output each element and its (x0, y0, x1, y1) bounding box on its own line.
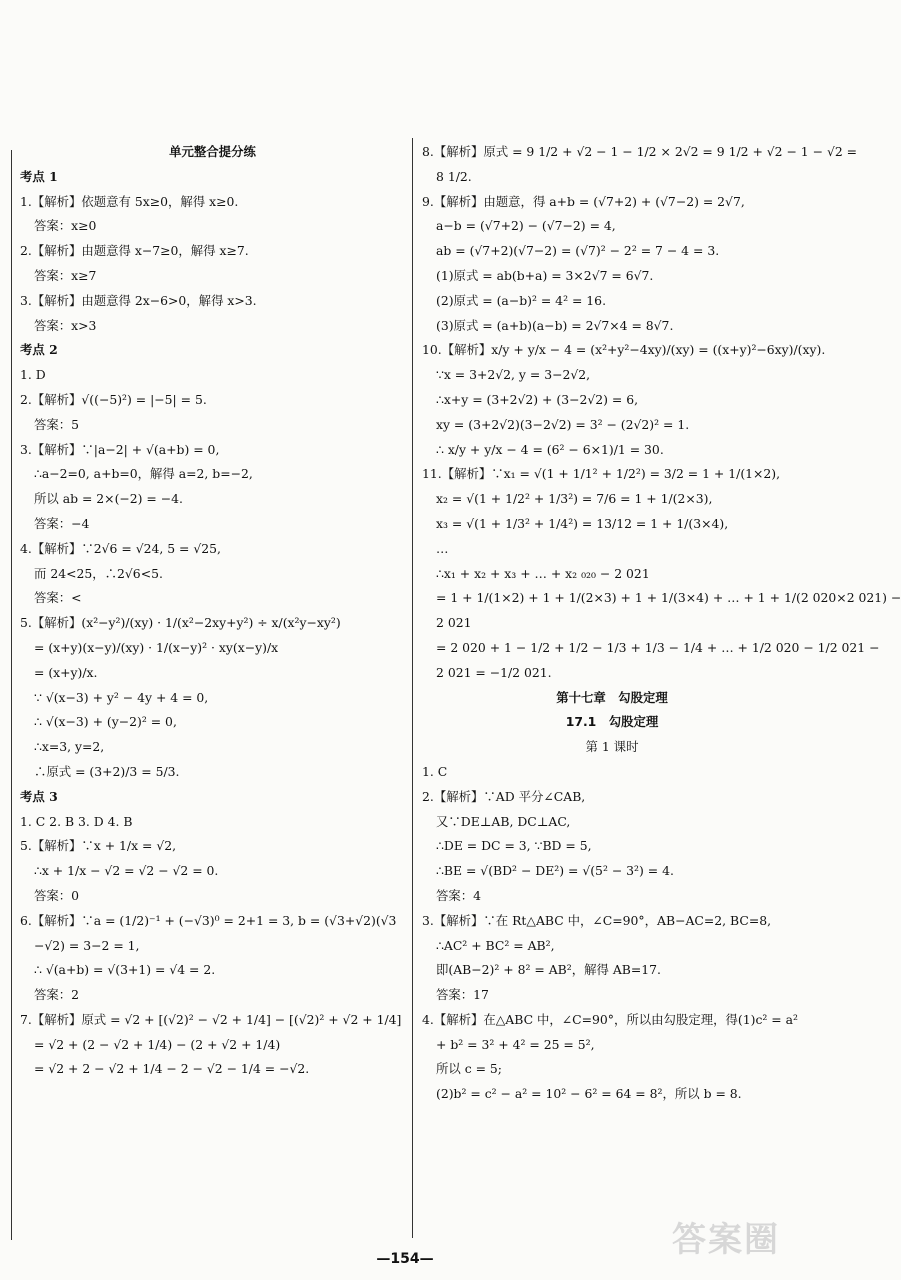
text-line: ∵x = 3+2√2, y = 3−2√2, (436, 367, 591, 383)
section-heading: 17.1 勾股定理 (565, 714, 659, 730)
text-line: = (x+y)/x. (34, 664, 98, 680)
text-line: 3.【解析】由题意得 2x−6>0，解得 x>3. (20, 292, 257, 308)
text-line: 5.【解析】(x²−y²)/(xy) · 1/(x²−2xy+y²) ÷ x/(x²y−xy²) (20, 615, 341, 631)
watermark-logo: 答案圈 (672, 1220, 780, 1260)
page-number: —154— (376, 1251, 434, 1267)
text-line: 3.【解析】∵在 Rt△ABC 中，∠C=90°，AB−AC=2, BC=8, (422, 912, 772, 928)
text-line: 而 24<25，∴2√6<5. (34, 565, 163, 581)
text-line: 2 021 (436, 615, 472, 631)
text-line: ab = (√7+2)(√7−2) = (√7)² − 2² = 7 − 4 = 3. (436, 243, 720, 259)
column-divider (412, 138, 413, 1238)
text-line: 答案：5 (34, 416, 80, 432)
text-line: (2)b² = c² − a² = 10² − 6² = 64 = 8²，所以 b = 8. (436, 1086, 742, 1102)
text-line: (3)原式 = (a+b)(a−b) = 2√7×4 = 8√7. (436, 317, 674, 333)
text-line: 8 1/2. (436, 168, 472, 184)
text-line: 8.【解析】原式 = 9 1/2 + √2 − 1 − 1/2 × 2√2 = 9 1/2 + √2 − 1 − √2 = (422, 144, 858, 159)
text-line: 2.【解析】√((−5)²) = |−5| = 5. (20, 391, 207, 407)
text-line: 所以 c = 5; (436, 1061, 502, 1077)
text-line: 1. C (422, 763, 448, 779)
text-line: 考点 2 (20, 342, 58, 358)
text-line: ∴x=3, y=2, (34, 739, 105, 755)
text-line: (1)原式 = ab(b+a) = 3×2√7 = 6√7. (436, 267, 654, 283)
text-line: 4.【解析】在△ABC 中，∠C=90°，所以由勾股定理，得(1)c² = a² (422, 1011, 798, 1027)
text-line: ∴x+y = (3+2√2) + (3−2√2) = 6, (436, 391, 639, 407)
text-line: 6.【解析】∵a = (1/2)⁻¹ + (−√3)⁰ = 2+1 = 3, b = (√3+√2)(√3 (20, 912, 397, 928)
text-line: ∴ x/y + y/x − 4 = (6² − 6×1)/1 = 30. (436, 441, 664, 457)
text-line: 4.【解析】∵2√6 = √24, 5 = √25, (20, 540, 221, 556)
text-line: 7.【解析】原式 = √2 + [(√2)² − √2 + 1/4] − [(√2)² + √2 + 1/4] (20, 1011, 402, 1027)
text-line: 答案：x≥0 (34, 218, 97, 234)
text-line: 2.【解析】由题意得 x−7≥0，解得 x≥7. (20, 243, 249, 259)
text-line: 即(AB−2)² + 8² = AB²，解得 AB=17. (436, 962, 661, 978)
text-line: 答案：−4 (34, 515, 90, 531)
text-line: + b² = 3² + 4² = 25 = 5², (436, 1036, 595, 1052)
text-line: ∴x₁ + x₂ + x₃ + … + x₂ ₀₂₀ − 2 021 (436, 565, 650, 581)
text-line: x₃ = √(1 + 1/3² + 1/4²) = 13/12 = 1 + 1/(3×4), (436, 515, 729, 531)
text-line: 3.【解析】∵|a−2| + √(a+b) = 0, (20, 441, 220, 457)
section-heading: 第十七章 勾股定理 (556, 689, 668, 705)
text-line: … (436, 540, 449, 556)
text-line: 1. D (20, 367, 46, 383)
text-line: −√2) = 3−2 = 1, (34, 937, 140, 953)
left-column (20, 140, 405, 1210)
text-line: 考点 1 (20, 168, 58, 184)
left-margin-rule (11, 150, 12, 1240)
text-line: 答案：x≥7 (34, 267, 97, 283)
text-line: ∴a−2=0, a+b=0，解得 a=2, b=−2, (34, 466, 253, 482)
text-line: 答案：0 (34, 887, 80, 903)
text-line: 答案：4 (436, 887, 482, 903)
text-line: 11.【解析】∵x₁ = √(1 + 1/1² + 1/2²) = 3/2 = 1 + 1/(1×2), (422, 466, 781, 482)
text-line: x₂ = √(1 + 1/2² + 1/3²) = 7/6 = 1 + 1/(2×3), (436, 491, 713, 507)
text-line: (2)原式 = (a−b)² = 4² = 16. (436, 292, 607, 308)
text-line: 9.【解析】由题意，得 a+b = (√7+2) + (√7−2) = 2√7, (422, 193, 745, 209)
text-line: xy = (3+2√2)(3−2√2) = 3² − (2√2)² = 1. (436, 416, 690, 432)
text-line: 考点 3 (20, 788, 58, 804)
text-line: ∴ √(a+b) = √(3+1) = √4 = 2. (34, 962, 216, 978)
text-line: = √2 + (2 − √2 + 1/4) − (2 + √2 + 1/4) (34, 1036, 281, 1052)
text-line: = 2 020 + 1 − 1/2 + 1/2 − 1/3 + 1/3 − 1/4 + … + 1/2 020 − 1/2 021 − (436, 639, 880, 655)
text-line: 1.【解析】依题意有 5x≥0，解得 x≥0. (20, 193, 239, 209)
right-column (422, 140, 901, 1210)
text-line: 答案：< (34, 590, 82, 606)
text-line: 1. C 2. B 3. D 4. B (20, 813, 133, 829)
text-line: ∵ √(x−3) + y² − 4y + 4 = 0, (34, 689, 209, 705)
text-line: = 1 + 1/(1×2) + 1 + 1/(2×3) + 1 + 1/(3×4) + … + 1 + 1/(2 020×2 021) − (436, 590, 901, 606)
text-line: 答案：17 (436, 987, 489, 1003)
text-line: a−b = (√7+2) − (√7−2) = 4, (436, 218, 616, 234)
text-line: ∴x + 1/x − √2 = √2 − √2 = 0. (34, 863, 219, 879)
text-line: 所以 ab = 2×(−2) = −4. (34, 491, 183, 507)
text-line: = (x+y)(x−y)/(xy) · 1/(x−y)² · xy(x−y)/x (34, 639, 279, 655)
text-line: 答案：x>3 (34, 317, 97, 333)
text-line: ∴ √(x−3) + (y−2)² = 0, (34, 714, 177, 730)
text-line: 2.【解析】∵AD 平分∠CAB, (422, 788, 586, 804)
text-line: 第 1 课时 (585, 739, 639, 755)
text-line: ∴原式 = (3+2)/3 = 5/3. (34, 763, 180, 779)
text-line: 答案：2 (34, 987, 80, 1003)
text-line: 2 021 = −1/2 021. (436, 664, 552, 680)
text-line: ∴BE = √(BD² − DE²) = √(5² − 3²) = 4. (436, 863, 674, 879)
section-heading: 单元整合提分练 (169, 144, 256, 159)
text-line: 5.【解析】∵x + 1/x = √2, (20, 838, 177, 854)
text-line: ∴DE = DC = 3, ∵BD = 5, (436, 838, 592, 854)
text-line: ∴AC² + BC² = AB², (436, 937, 555, 953)
text-line: 又∵DE⊥AB, DC⊥AC, (436, 813, 571, 829)
text-line: = √2 + 2 − √2 + 1/4 − 2 − √2 − 1/4 = −√2. (34, 1061, 310, 1077)
text-line: 10.【解析】x/y + y/x − 4 = (x²+y²−4xy)/(xy) = ((x+y)²−6xy)/(xy). (422, 342, 826, 358)
